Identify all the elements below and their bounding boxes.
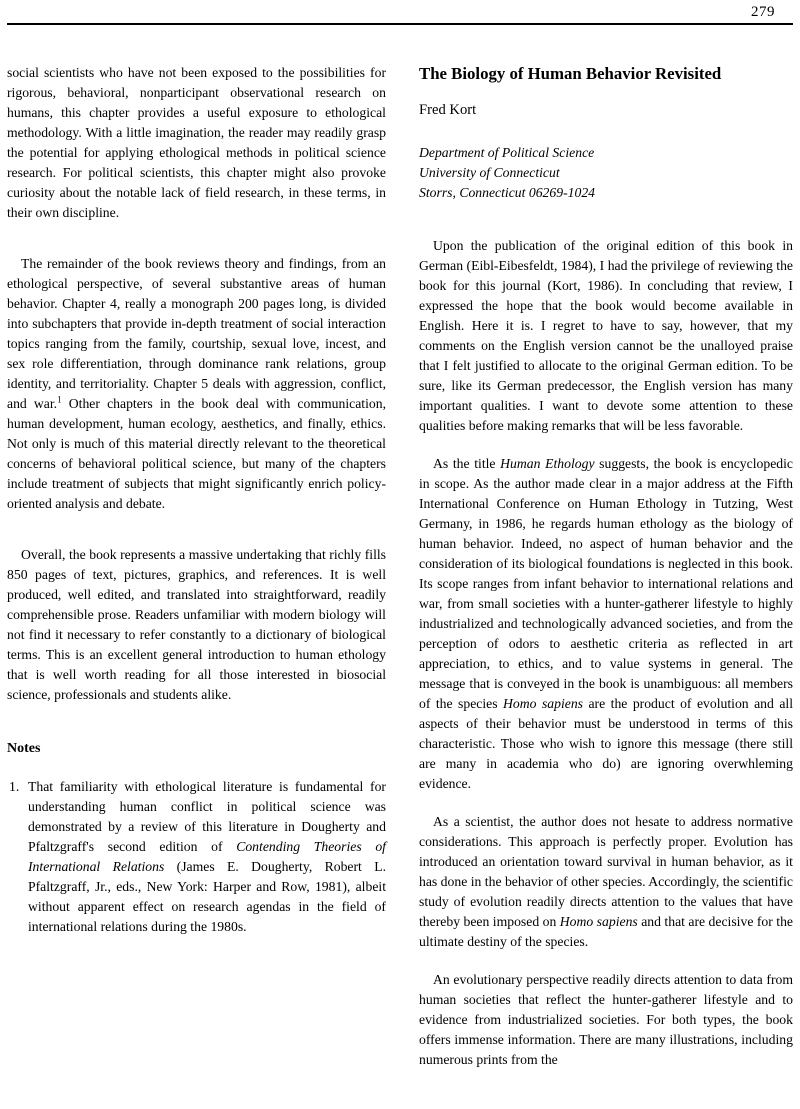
italic-text-run: Contending Theories of International Relations [28, 839, 386, 874]
text-run: The remainder of the book reviews theory and findings, from an ethological perspective, of several substantive areas of human behavior. Chapter 4, really a monograph 200 pages long, is divided into subchapters that provide in-depth treatment of social interaction topics ranging from the family, courtship, sexual love, incest, and sex role differentiation, through dominance rank relations, group identity, and territoriality. Chapter 5 deals with aggression, conflict, and war. [7, 256, 386, 411]
paragraph [419, 812, 793, 952]
text-run: (James E. Dougherty, Robert L. Pfaltzgraff, Jr., eds., New York: Harper and Row, 1981), albeit without apparent effect on research agendas in the field of international relations during the 1980s. [28, 859, 386, 934]
paragraph [7, 63, 386, 223]
page-number: 279 [751, 4, 775, 20]
author-affiliation [419, 143, 793, 203]
text-run: are the product of evolution and all aspects of their behavior must be understood in terms of this characteristic. Those who wish to ignore this message (there still are many in academia who do) are ignoring overwhleming evidence. [419, 696, 793, 791]
paragraph [419, 454, 793, 794]
affiliation-line: Storrs, Connecticut 06269-1024 [419, 185, 596, 200]
paragraph [419, 236, 793, 436]
paragraph [7, 545, 386, 705]
page-header [7, 0, 793, 25]
italic-text-run: Homo sapiens [559, 914, 638, 929]
left-column [7, 63, 386, 951]
text-run: suggests, the book is encyclopedic in scope. As the author made clear in a major address at the Fifth International Conference on Human Ethology in Tutzing, West Germany, in 1986, he regards human ethology as the biology of human behavior. Indeed, no aspect of human behavior and the consideration of its biological foundations is neglected in this book. Its scope ranges from infant behavior to international relations and war, from small societies with a hunter-gatherer lifestyle to highly industrialized and technologically advanced societies, and from the perception of odors to aesthetic criteria as reflected in art appreciation, to ethics, and to value systems in general. The message that is conveyed in the book is unambiguous: all members of the species [419, 456, 793, 711]
paragraph [7, 254, 386, 514]
text-run: Upon the publication of the original edition of this book in German (Eibl-Eibesfeldt, 1984), I had the privilege of reviewing the book for this journal (Kort, 1986). In concluding that review, I expressed the hope that the book would become available in English. Here it is. I regret to have to say, however, that my comments on the English version cannot be the unalloyed praise that I felt justified to allocate to the original German edition. To be sure, like its German predecessor, the English version has many important qualities. I want to devote some attention to these qualities before making remarks that will be less favorable. [419, 238, 793, 433]
text-run: As a scientist, the author does not hesate to address normative considerations. This approach is perfectly proper. Evolution has introduced an orientation toward survival in human behavior, as it has done in the behavior of other species. Accordingly, the scientific study of evolution readily directs attention to the values that have thereby been imposed on [419, 814, 793, 929]
content-columns [7, 63, 793, 1088]
note-number: 1. [9, 779, 20, 794]
text-run: An evolutionary perspective readily directs attention to data from human societies that reflect the hunter-gatherer lifestyle and to evidence from industrialized societies. For both types, the book offers immense information. There are many illustrations, including numerous prints from the [419, 972, 793, 1067]
text-run: As the title [433, 456, 501, 471]
italic-text-run: Homo sapiens [503, 696, 584, 711]
paragraph [419, 970, 793, 1070]
italic-text-run: Human Ethology [500, 456, 595, 471]
affiliation-line: Department of Political Science [419, 145, 595, 160]
text-run: Other chapters in the book deal with communication, human development, human ecology, aesthetics, and finally, ethics. Not only is much of this material directly relevant to the theoretical concerns of behavioral political science, but many of the chapters include treatment of subjects that might significantly enrich policy-oriented analysis and debate. [7, 396, 386, 511]
article-title: The Biology of Human Behavior Revisited [419, 64, 722, 83]
note-item [7, 777, 386, 937]
affiliation-line: University of Connecticut [419, 165, 560, 180]
author-name: Fred Kort [419, 102, 477, 118]
notes-list [7, 777, 386, 937]
text-run: Overall, the book represents a massive undertaking that richly fills 850 pages of text, pictures, graphics, and references. It is well produced, well edited, and translated into straightforward, readily comprehensible prose. Readers unfamiliar with modern biology will not find it necessary to refer constantly to a dictionary of biological terms. This is an excellent general introduction to human ethology that is well worth reading for all those interested in biosocial science, professionals and students alike. [7, 547, 386, 702]
header-rule [7, 23, 793, 25]
text-run: social scientists who have not been exposed to the possibilities for rigorous, behavioral, nonparticipant observational research on humans, this chapter provides a useful exposure to ethological methodology. With a little imagination, the reader may readily grasp the potential for applying ethological methods in political science research. For political scientists, this chapter might also provoke curiosity about the notable lack of field research, in these terms, in their own discipline. [7, 65, 386, 220]
text-run: and that are decisive for the ultimate destiny of the species. [419, 914, 793, 949]
left-paragraphs [7, 63, 386, 705]
notes-heading: Notes [7, 741, 41, 756]
right-paragraphs [419, 236, 793, 1070]
footnote-marker: 1 [57, 394, 62, 405]
right-column [419, 63, 793, 1088]
text-run: That familiarity with ethological literature is fundamental for understanding human conflict in political science was demonstrated by a review of this literature in Dougherty and Pfaltzgraff's second edition of [28, 779, 386, 854]
